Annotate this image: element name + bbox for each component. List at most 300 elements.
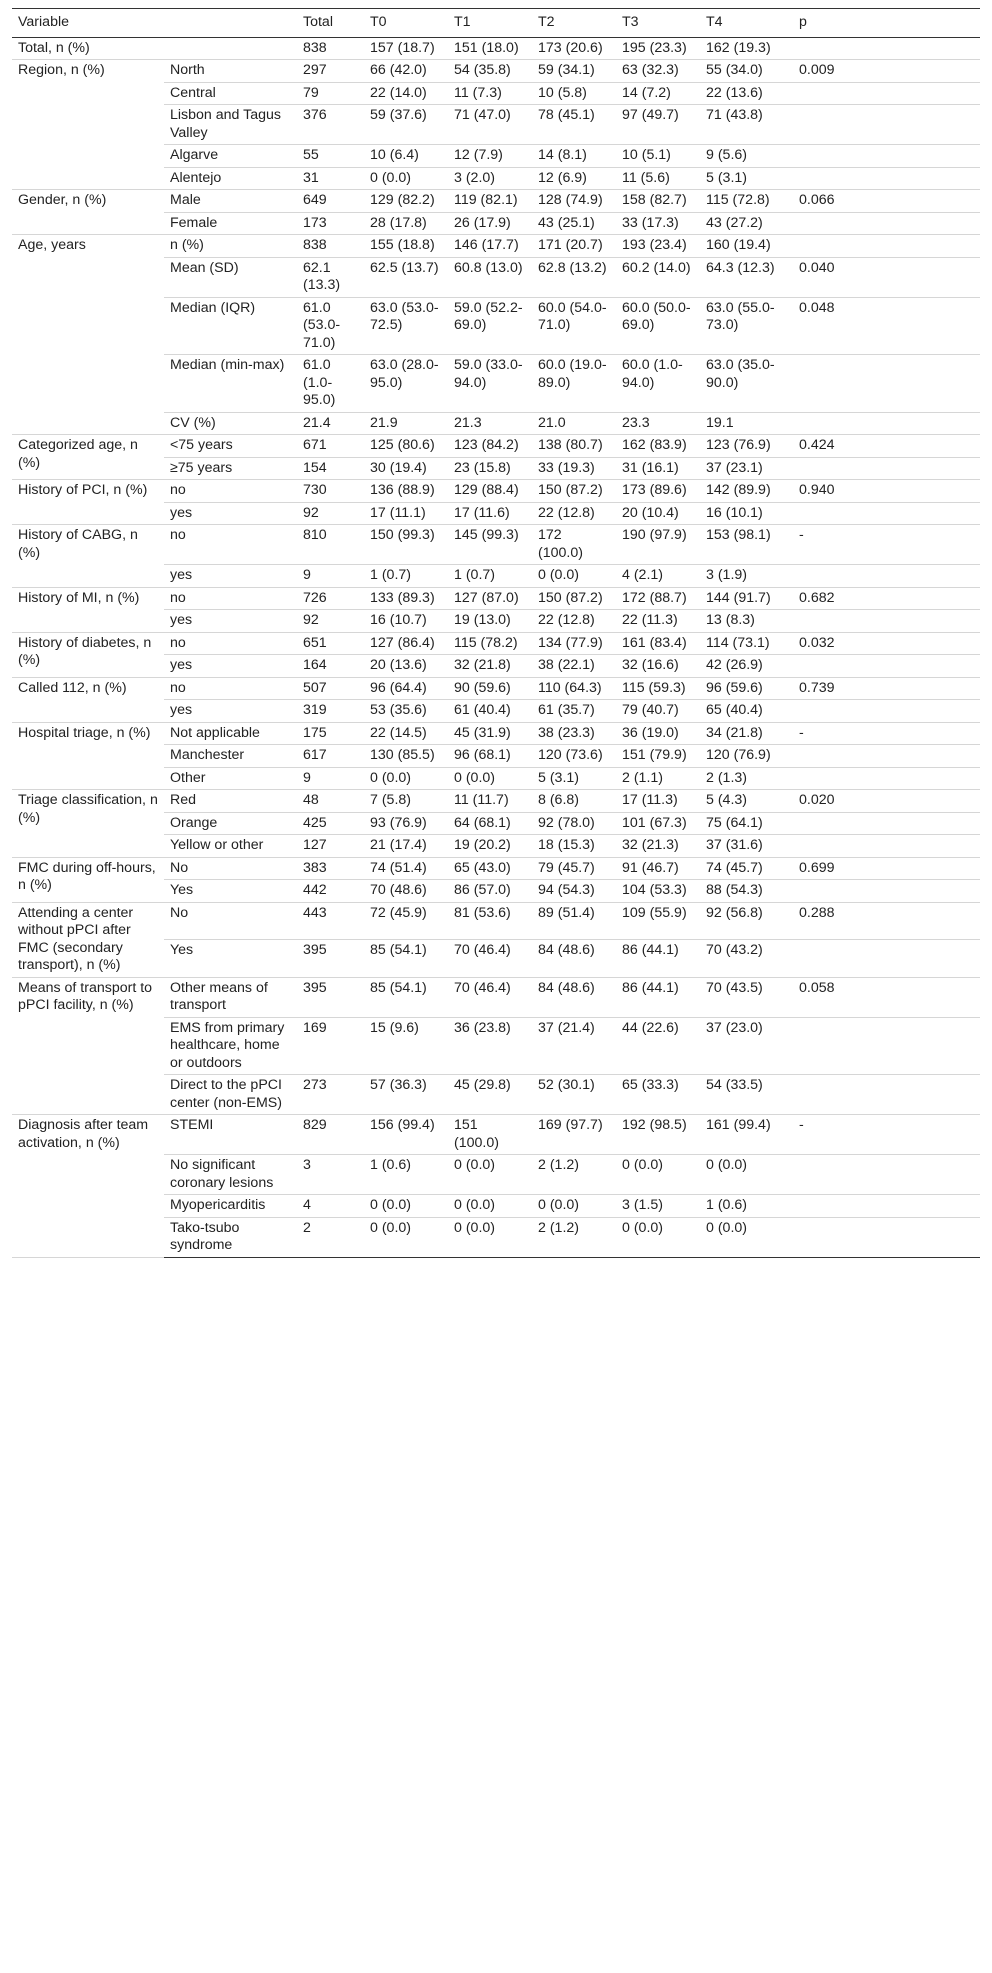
t0-cell: 22 (14.0) <box>364 82 448 105</box>
p-value-cell <box>793 502 980 525</box>
category-cell: STEMI <box>164 1115 297 1155</box>
t4-cell: 88 (54.3) <box>700 880 793 903</box>
t4-cell: 123 (76.9) <box>700 435 793 458</box>
t4-cell: 54 (33.5) <box>700 1075 793 1115</box>
category-cell: Alentejo <box>164 167 297 190</box>
t4-cell: 9 (5.6) <box>700 145 793 168</box>
p-value-cell <box>793 745 980 768</box>
t4-cell: 0 (0.0) <box>700 1217 793 1257</box>
t4-cell: 70 (43.5) <box>700 977 793 1017</box>
t4-cell: 70 (43.2) <box>700 940 793 978</box>
total-cell: 649 <box>297 190 364 213</box>
t2-cell: 59 (34.1) <box>532 60 616 83</box>
total-cell: 838 <box>297 235 364 258</box>
variable-cell: History of diabetes, n (%) <box>12 632 164 677</box>
category-cell: Red <box>164 790 297 813</box>
t3-cell: 195 (23.3) <box>616 37 700 60</box>
total-cell: 164 <box>297 655 364 678</box>
t1-cell: 151 (100.0) <box>448 1115 532 1155</box>
t2-cell: 38 (23.3) <box>532 722 616 745</box>
t2-cell: 78 (45.1) <box>532 105 616 145</box>
p-value-cell <box>793 1195 980 1218</box>
t0-cell: 10 (6.4) <box>364 145 448 168</box>
t2-cell: 128 (74.9) <box>532 190 616 213</box>
total-cell: 395 <box>297 940 364 978</box>
table-row <box>12 190 980 213</box>
total-cell: 48 <box>297 790 364 813</box>
t2-cell: 2 (1.2) <box>532 1217 616 1257</box>
t0-cell: 156 (99.4) <box>364 1115 448 1155</box>
t3-cell: 23.3 <box>616 412 700 435</box>
t2-cell: 0 (0.0) <box>532 565 616 588</box>
category-cell: n (%) <box>164 235 297 258</box>
t3-cell: 192 (98.5) <box>616 1115 700 1155</box>
t4-cell: 144 (91.7) <box>700 587 793 610</box>
t1-cell: 61 (40.4) <box>448 700 532 723</box>
t4-cell: 96 (59.6) <box>700 677 793 700</box>
category-cell: no <box>164 632 297 655</box>
t1-cell: 59.0 (52.2-69.0) <box>448 297 532 355</box>
t2-cell: 134 (77.9) <box>532 632 616 655</box>
p-value-cell: 0.032 <box>793 632 980 655</box>
t1-cell: 64 (68.1) <box>448 812 532 835</box>
t0-cell: 85 (54.1) <box>364 940 448 978</box>
p-value-cell <box>793 235 980 258</box>
header-p: p <box>793 9 980 38</box>
total-cell: 9 <box>297 565 364 588</box>
total-cell: 154 <box>297 457 364 480</box>
category-cell: no <box>164 525 297 565</box>
t2-cell: 79 (45.7) <box>532 857 616 880</box>
t0-cell: 22 (14.5) <box>364 722 448 745</box>
p-value-cell <box>793 940 980 978</box>
t3-cell: 32 (16.6) <box>616 655 700 678</box>
t0-cell: 96 (64.4) <box>364 677 448 700</box>
t2-cell: 61 (35.7) <box>532 700 616 723</box>
t4-cell: 63.0 (55.0-73.0) <box>700 297 793 355</box>
variable-cell: History of MI, n (%) <box>12 587 164 632</box>
t2-cell: 52 (30.1) <box>532 1075 616 1115</box>
t2-cell: 138 (80.7) <box>532 435 616 458</box>
t2-cell: 5 (3.1) <box>532 767 616 790</box>
category-cell: Yes <box>164 940 297 978</box>
t4-cell: 71 (43.8) <box>700 105 793 145</box>
t3-cell: 32 (21.3) <box>616 835 700 858</box>
total-cell: 173 <box>297 212 364 235</box>
category-cell: Other <box>164 767 297 790</box>
t0-cell: 0 (0.0) <box>364 1217 448 1257</box>
t2-cell: 43 (25.1) <box>532 212 616 235</box>
variable-cell: Gender, n (%) <box>12 190 164 235</box>
t1-cell: 151 (18.0) <box>448 37 532 60</box>
p-value-cell: 0.940 <box>793 480 980 503</box>
t3-cell: 60.2 (14.0) <box>616 257 700 297</box>
t4-cell: 160 (19.4) <box>700 235 793 258</box>
t3-cell: 36 (19.0) <box>616 722 700 745</box>
category-cell <box>164 37 297 60</box>
t2-cell: 38 (22.1) <box>532 655 616 678</box>
t0-cell: 53 (35.6) <box>364 700 448 723</box>
t2-cell: 14 (8.1) <box>532 145 616 168</box>
variable-cell: Means of transport to pPCI facility, n (%) <box>12 977 164 1115</box>
characteristics-table <box>12 8 980 1258</box>
t0-cell: 62.5 (13.7) <box>364 257 448 297</box>
header-t4: T4 <box>700 9 793 38</box>
t4-cell: 5 (3.1) <box>700 167 793 190</box>
t0-cell: 136 (88.9) <box>364 480 448 503</box>
t3-cell: 101 (67.3) <box>616 812 700 835</box>
t2-cell: 8 (6.8) <box>532 790 616 813</box>
category-cell: yes <box>164 565 297 588</box>
t1-cell: 71 (47.0) <box>448 105 532 145</box>
t1-cell: 11 (11.7) <box>448 790 532 813</box>
t1-cell: 32 (21.8) <box>448 655 532 678</box>
t1-cell: 3 (2.0) <box>448 167 532 190</box>
total-cell: 383 <box>297 857 364 880</box>
t1-cell: 145 (99.3) <box>448 525 532 565</box>
t1-cell: 23 (15.8) <box>448 457 532 480</box>
t0-cell: 7 (5.8) <box>364 790 448 813</box>
t0-cell: 72 (45.9) <box>364 902 448 940</box>
p-value-cell: 0.058 <box>793 977 980 1017</box>
t3-cell: 79 (40.7) <box>616 700 700 723</box>
total-cell: 92 <box>297 610 364 633</box>
total-cell: 617 <box>297 745 364 768</box>
variable-cell: Diagnosis after team activation, n (%) <box>12 1115 164 1258</box>
t2-cell: 60.0 (54.0-71.0) <box>532 297 616 355</box>
p-value-cell <box>793 1075 980 1115</box>
p-value-cell <box>793 412 980 435</box>
p-value-cell: 0.066 <box>793 190 980 213</box>
t4-cell: 153 (98.1) <box>700 525 793 565</box>
table-row <box>12 587 980 610</box>
t2-cell: 2 (1.2) <box>532 1155 616 1195</box>
table-row <box>12 977 980 1017</box>
t2-cell: 150 (87.2) <box>532 587 616 610</box>
category-cell: Central <box>164 82 297 105</box>
table-body <box>12 37 980 1257</box>
t1-cell: 21.3 <box>448 412 532 435</box>
t4-cell: 13 (8.3) <box>700 610 793 633</box>
p-value-cell <box>793 37 980 60</box>
table-row <box>12 37 980 60</box>
t2-cell: 172 (100.0) <box>532 525 616 565</box>
variable-cell: Attending a center without pPCI after FMC (secondary transport), n (%) <box>12 902 164 977</box>
total-cell: 31 <box>297 167 364 190</box>
category-cell: yes <box>164 700 297 723</box>
category-cell: Orange <box>164 812 297 835</box>
total-cell: 61.0 (1.0-95.0) <box>297 355 364 413</box>
t2-cell: 92 (78.0) <box>532 812 616 835</box>
header-t3: T3 <box>616 9 700 38</box>
t4-cell: 3 (1.9) <box>700 565 793 588</box>
total-cell: 319 <box>297 700 364 723</box>
category-cell: Tako-tsubo syndrome <box>164 1217 297 1257</box>
t4-cell: 92 (56.8) <box>700 902 793 940</box>
t4-cell: 55 (34.0) <box>700 60 793 83</box>
t3-cell: 17 (11.3) <box>616 790 700 813</box>
category-cell: Mean (SD) <box>164 257 297 297</box>
t0-cell: 17 (11.1) <box>364 502 448 525</box>
category-cell: ≥75 years <box>164 457 297 480</box>
variable-cell: Age, years <box>12 235 164 435</box>
total-cell: 671 <box>297 435 364 458</box>
variable-cell: Hospital triage, n (%) <box>12 722 164 790</box>
t3-cell: 158 (82.7) <box>616 190 700 213</box>
header-variable: Variable <box>12 9 164 38</box>
t3-cell: 109 (55.9) <box>616 902 700 940</box>
table-row <box>12 722 980 745</box>
category-cell: Manchester <box>164 745 297 768</box>
p-value-cell: 0.739 <box>793 677 980 700</box>
category-cell: Median (IQR) <box>164 297 297 355</box>
t3-cell: 193 (23.4) <box>616 235 700 258</box>
t0-cell: 0 (0.0) <box>364 767 448 790</box>
variable-cell: Total, n (%) <box>12 37 164 60</box>
t0-cell: 63.0 (28.0-95.0) <box>364 355 448 413</box>
table-row <box>12 435 980 458</box>
t1-cell: 96 (68.1) <box>448 745 532 768</box>
p-value-cell <box>793 1017 980 1075</box>
t1-cell: 0 (0.0) <box>448 1155 532 1195</box>
t2-cell: 62.8 (13.2) <box>532 257 616 297</box>
t3-cell: 97 (49.7) <box>616 105 700 145</box>
t4-cell: 37 (31.6) <box>700 835 793 858</box>
variable-cell: History of PCI, n (%) <box>12 480 164 525</box>
category-cell: Male <box>164 190 297 213</box>
t0-cell: 0 (0.0) <box>364 1195 448 1218</box>
p-value-cell: - <box>793 525 980 565</box>
t0-cell: 129 (82.2) <box>364 190 448 213</box>
t4-cell: 43 (27.2) <box>700 212 793 235</box>
header-t0: T0 <box>364 9 448 38</box>
p-value-cell: 0.424 <box>793 435 980 458</box>
t2-cell: 120 (73.6) <box>532 745 616 768</box>
category-cell: no <box>164 677 297 700</box>
total-cell: 79 <box>297 82 364 105</box>
t1-cell: 59.0 (33.0-94.0) <box>448 355 532 413</box>
p-value-cell <box>793 700 980 723</box>
total-cell: 726 <box>297 587 364 610</box>
total-cell: 730 <box>297 480 364 503</box>
p-value-cell: - <box>793 1115 980 1155</box>
t2-cell: 84 (48.6) <box>532 977 616 1017</box>
t4-cell: 75 (64.1) <box>700 812 793 835</box>
header-category <box>164 9 297 38</box>
category-cell: no <box>164 587 297 610</box>
t4-cell: 63.0 (35.0-90.0) <box>700 355 793 413</box>
p-value-cell <box>793 212 980 235</box>
header-row <box>12 9 980 38</box>
category-cell: Algarve <box>164 145 297 168</box>
total-cell: 273 <box>297 1075 364 1115</box>
t0-cell: 21 (17.4) <box>364 835 448 858</box>
t0-cell: 57 (36.3) <box>364 1075 448 1115</box>
total-cell: 175 <box>297 722 364 745</box>
t3-cell: 151 (79.9) <box>616 745 700 768</box>
p-value-cell <box>793 82 980 105</box>
t0-cell: 133 (89.3) <box>364 587 448 610</box>
t3-cell: 2 (1.1) <box>616 767 700 790</box>
variable-cell: Triage classification, n (%) <box>12 790 164 858</box>
t4-cell: 34 (21.8) <box>700 722 793 745</box>
t1-cell: 65 (43.0) <box>448 857 532 880</box>
t1-cell: 11 (7.3) <box>448 82 532 105</box>
t0-cell: 30 (19.4) <box>364 457 448 480</box>
t1-cell: 0 (0.0) <box>448 1195 532 1218</box>
category-cell: Lisbon and Tagus Valley <box>164 105 297 145</box>
t3-cell: 33 (17.3) <box>616 212 700 235</box>
total-cell: 651 <box>297 632 364 655</box>
t1-cell: 19 (20.2) <box>448 835 532 858</box>
t4-cell: 74 (45.7) <box>700 857 793 880</box>
category-cell: no <box>164 480 297 503</box>
category-cell: yes <box>164 610 297 633</box>
t2-cell: 22 (12.8) <box>532 502 616 525</box>
t0-cell: 130 (85.5) <box>364 745 448 768</box>
category-cell: Myopericarditis <box>164 1195 297 1218</box>
t0-cell: 1 (0.6) <box>364 1155 448 1195</box>
t1-cell: 54 (35.8) <box>448 60 532 83</box>
t4-cell: 37 (23.1) <box>700 457 793 480</box>
table-row <box>12 857 980 880</box>
t1-cell: 26 (17.9) <box>448 212 532 235</box>
p-value-cell <box>793 167 980 190</box>
category-cell: Other means of transport <box>164 977 297 1017</box>
total-cell: 297 <box>297 60 364 83</box>
t0-cell: 0 (0.0) <box>364 167 448 190</box>
p-value-cell <box>793 835 980 858</box>
total-cell: 61.0 (53.0-71.0) <box>297 297 364 355</box>
t3-cell: 10 (5.1) <box>616 145 700 168</box>
t3-cell: 60.0 (1.0-94.0) <box>616 355 700 413</box>
t3-cell: 86 (44.1) <box>616 940 700 978</box>
table-row <box>12 60 980 83</box>
t0-cell: 150 (99.3) <box>364 525 448 565</box>
t1-cell: 45 (29.8) <box>448 1075 532 1115</box>
category-cell: No significant coronary lesions <box>164 1155 297 1195</box>
p-value-cell <box>793 655 980 678</box>
t2-cell: 173 (20.6) <box>532 37 616 60</box>
t0-cell: 74 (51.4) <box>364 857 448 880</box>
t4-cell: 120 (76.9) <box>700 745 793 768</box>
t1-cell: 127 (87.0) <box>448 587 532 610</box>
total-cell: 169 <box>297 1017 364 1075</box>
t2-cell: 21.0 <box>532 412 616 435</box>
total-cell: 21.4 <box>297 412 364 435</box>
t4-cell: 142 (89.9) <box>700 480 793 503</box>
t3-cell: 173 (89.6) <box>616 480 700 503</box>
total-cell: 829 <box>297 1115 364 1155</box>
p-value-cell <box>793 767 980 790</box>
p-value-cell <box>793 880 980 903</box>
t4-cell: 2 (1.3) <box>700 767 793 790</box>
t3-cell: 3 (1.5) <box>616 1195 700 1218</box>
t0-cell: 63.0 (53.0-72.5) <box>364 297 448 355</box>
t2-cell: 150 (87.2) <box>532 480 616 503</box>
t3-cell: 4 (2.1) <box>616 565 700 588</box>
t4-cell: 16 (10.1) <box>700 502 793 525</box>
t4-cell: 19.1 <box>700 412 793 435</box>
category-cell: No <box>164 902 297 940</box>
t1-cell: 36 (23.8) <box>448 1017 532 1075</box>
t2-cell: 12 (6.9) <box>532 167 616 190</box>
t0-cell: 127 (86.4) <box>364 632 448 655</box>
table-row <box>12 902 980 940</box>
t4-cell: 65 (40.4) <box>700 700 793 723</box>
header-t1: T1 <box>448 9 532 38</box>
total-cell: 9 <box>297 767 364 790</box>
category-cell: CV (%) <box>164 412 297 435</box>
t0-cell: 157 (18.7) <box>364 37 448 60</box>
t0-cell: 1 (0.7) <box>364 565 448 588</box>
t4-cell: 114 (73.1) <box>700 632 793 655</box>
t1-cell: 17 (11.6) <box>448 502 532 525</box>
category-cell: Direct to the pPCI center (non-EMS) <box>164 1075 297 1115</box>
variable-cell: History of CABG, n (%) <box>12 525 164 588</box>
t0-cell: 20 (13.6) <box>364 655 448 678</box>
t3-cell: 0 (0.0) <box>616 1155 700 1195</box>
p-value-cell <box>793 355 980 413</box>
t1-cell: 70 (46.4) <box>448 940 532 978</box>
p-value-cell: 0.699 <box>793 857 980 880</box>
t0-cell: 59 (37.6) <box>364 105 448 145</box>
t3-cell: 14 (7.2) <box>616 82 700 105</box>
t4-cell: 162 (19.3) <box>700 37 793 60</box>
t4-cell: 37 (23.0) <box>700 1017 793 1075</box>
t1-cell: 146 (17.7) <box>448 235 532 258</box>
t0-cell: 125 (80.6) <box>364 435 448 458</box>
t1-cell: 86 (57.0) <box>448 880 532 903</box>
table-row <box>12 677 980 700</box>
category-cell: Female <box>164 212 297 235</box>
t3-cell: 115 (59.3) <box>616 677 700 700</box>
category-cell: yes <box>164 655 297 678</box>
p-value-cell: 0.009 <box>793 60 980 83</box>
table-row <box>12 1115 980 1155</box>
t2-cell: 0 (0.0) <box>532 1195 616 1218</box>
table-container <box>12 8 980 1258</box>
header-t2: T2 <box>532 9 616 38</box>
t3-cell: 20 (10.4) <box>616 502 700 525</box>
total-cell: 55 <box>297 145 364 168</box>
t3-cell: 22 (11.3) <box>616 610 700 633</box>
header-total: Total <box>297 9 364 38</box>
t2-cell: 110 (64.3) <box>532 677 616 700</box>
p-value-cell <box>793 565 980 588</box>
t2-cell: 171 (20.7) <box>532 235 616 258</box>
p-value-cell: 0.040 <box>793 257 980 297</box>
t0-cell: 21.9 <box>364 412 448 435</box>
t2-cell: 60.0 (19.0-89.0) <box>532 355 616 413</box>
t3-cell: 44 (22.6) <box>616 1017 700 1075</box>
category-cell: Median (min-max) <box>164 355 297 413</box>
t3-cell: 162 (83.9) <box>616 435 700 458</box>
t1-cell: 60.8 (13.0) <box>448 257 532 297</box>
t3-cell: 172 (88.7) <box>616 587 700 610</box>
category-cell: Yellow or other <box>164 835 297 858</box>
t3-cell: 60.0 (50.0-69.0) <box>616 297 700 355</box>
t3-cell: 161 (83.4) <box>616 632 700 655</box>
category-cell: Not applicable <box>164 722 297 745</box>
p-value-cell: 0.020 <box>793 790 980 813</box>
t2-cell: 18 (15.3) <box>532 835 616 858</box>
t0-cell: 28 (17.8) <box>364 212 448 235</box>
p-value-cell <box>793 812 980 835</box>
t1-cell: 1 (0.7) <box>448 565 532 588</box>
p-value-cell <box>793 1217 980 1257</box>
total-cell: 507 <box>297 677 364 700</box>
